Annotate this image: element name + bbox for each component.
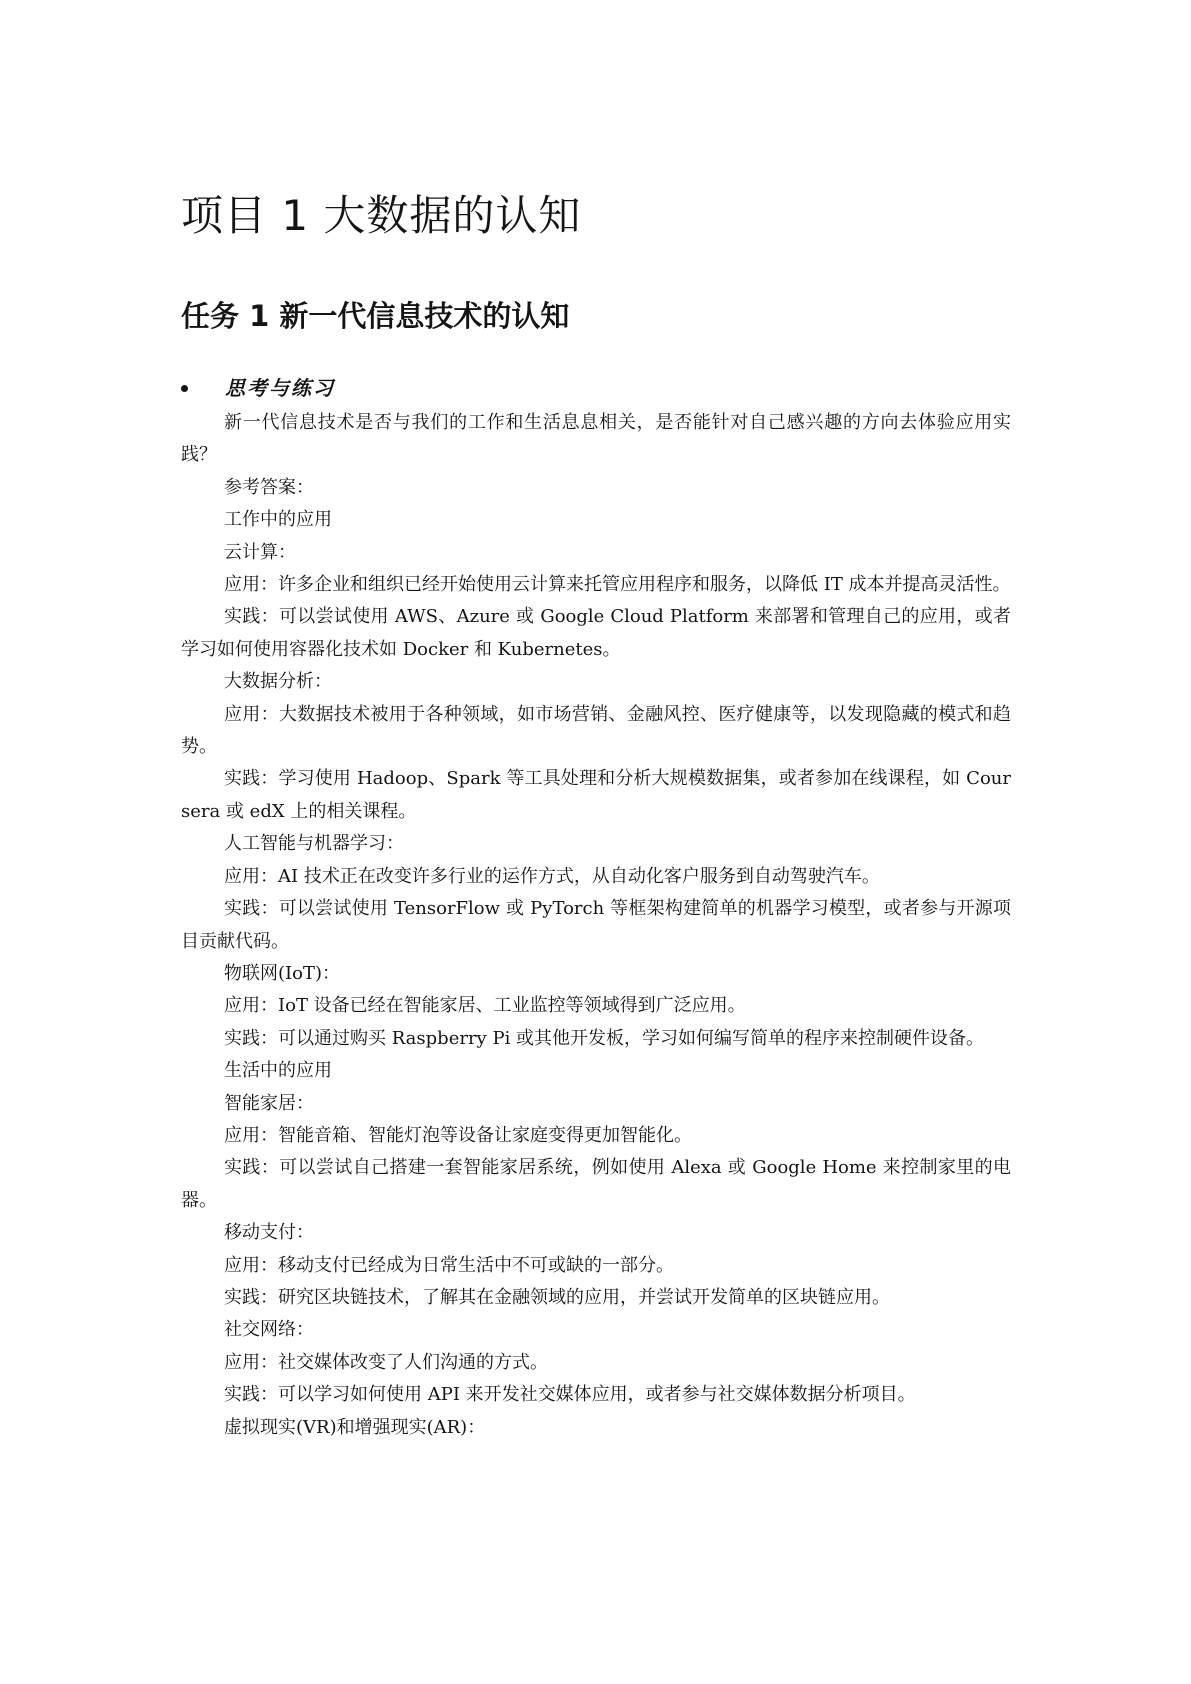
paragraph: 社交网络： <box>224 1319 314 1341</box>
paragraph: 应用：社交媒体改变了人们沟通的方式。 <box>224 1351 548 1373</box>
paragraph: 移动支付： <box>224 1222 314 1244</box>
paragraph: 实践：学习使用 Hadoop、Spark 等工具处理和分析大规模数据集，或者参加在线课程，如 Coursera 或 edX 上的相关课程。 <box>181 768 1011 822</box>
paragraph: 应用：许多企业和组织已经开始使用云计算来托管应用程序和服务，以降低 IT 成本并提高灵活性。 <box>224 574 1011 596</box>
paragraph: 大数据分析： <box>224 671 332 693</box>
paragraph: 应用：AI 技术正在改变许多行业的运作方式，从自动化客户服务到自动驾驶汽车。 <box>224 865 880 887</box>
paragraph: 工作中的应用 <box>224 509 332 531</box>
paragraph: 应用：IoT 设备已经在智能家居、工业监控等领域得到广泛应用。 <box>224 995 746 1017</box>
paragraph: 智能家居： <box>224 1092 314 1114</box>
paragraph: 应用：移动支付已经成为日常生活中不可或缺的一部分。 <box>224 1254 674 1276</box>
bullet-dot-icon <box>181 385 188 392</box>
body-text <box>181 407 1011 1444</box>
bullet-label: 思考与练习 <box>225 376 335 400</box>
paragraph: 新一代信息技术是否与我们的工作和生活息息相关，是否能针对自己感兴趣的方向去体验应用实践？ <box>181 412 1011 466</box>
paragraph: 虚拟现实(VR)和增强现实(AR)： <box>224 1416 486 1438</box>
paragraph: 实践：研究区块链技术，了解其在金融领域的应用，并尝试开发简单的区块链应用。 <box>224 1286 890 1308</box>
paragraph: 实践：可以尝试自己搭建一套智能家居系统，例如使用 Alexa 或 Google Home 来控制家里的电器。 <box>181 1157 1011 1211</box>
task-title: 任务 1 新一代信息技术的认知 <box>181 299 570 333</box>
paragraph: 人工智能与机器学习： <box>224 833 404 855</box>
paragraph: 云计算： <box>224 541 296 563</box>
paragraph: 参考答案： <box>224 476 314 498</box>
paragraph: 实践：可以尝试使用 AWS、Azure 或 Google Cloud Platform 来部署和管理自己的应用，或者学习如何使用容器化技术如 Docker 和 Kubernetes。 <box>181 606 1011 660</box>
paragraph: 物联网(IoT)： <box>224 962 340 984</box>
paragraph: 生活中的应用 <box>224 1060 332 1082</box>
chapter-title: 项目 1 大数据的认知 <box>181 191 582 240</box>
paragraph: 实践：可以学习如何使用 API 来开发社交媒体应用，或者参与社交媒体数据分析项目。 <box>224 1384 916 1406</box>
paragraph: 应用：智能音箱、智能灯泡等设备让家庭变得更加智能化。 <box>224 1124 692 1146</box>
paragraph: 应用：大数据技术被用于各种领域，如市场营销、金融风控、医疗健康等，以发现隐藏的模式和趋势。 <box>181 703 1011 758</box>
paragraph: 实践：可以尝试使用 TensorFlow 或 PyTorch 等框架构建简单的机器学习模型，或者参与开源项目贡献代码。 <box>181 898 1011 952</box>
paragraph: 实践：可以通过购买 Raspberry Pi 或其他开发板，学习如何编写简单的程序来控制硬件设备。 <box>224 1027 985 1049</box>
